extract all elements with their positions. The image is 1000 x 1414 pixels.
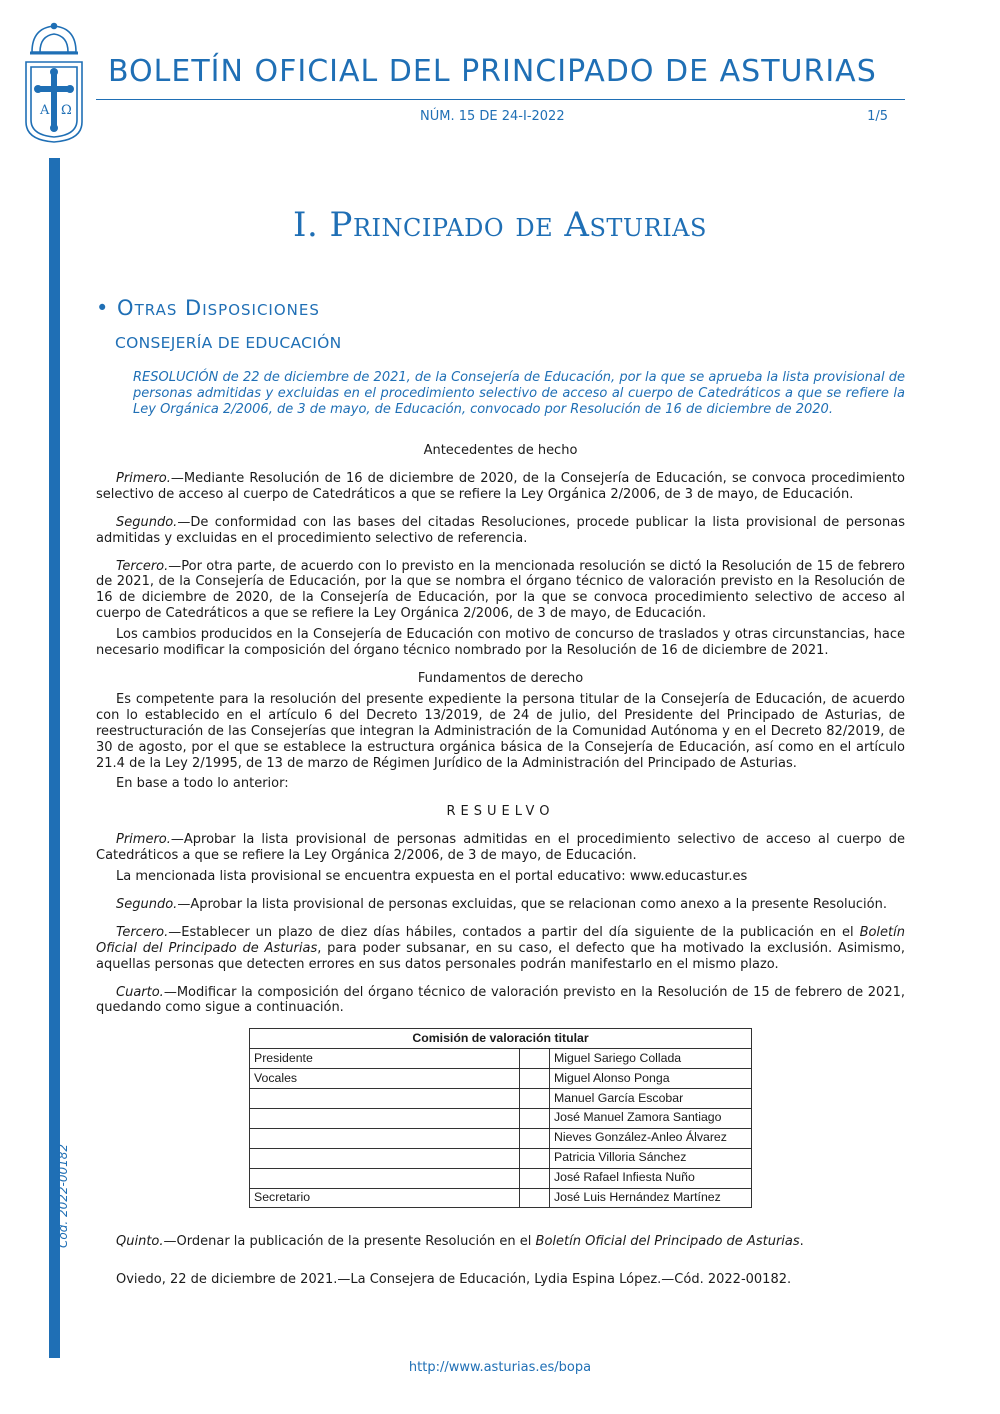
empty-cell	[520, 1128, 550, 1148]
resolution-segundo	[96, 897, 905, 913]
resuelvo-heading: RESUELVO	[446, 804, 555, 820]
table-row	[250, 1128, 752, 1148]
svg-text:Ω: Ω	[61, 103, 72, 118]
side-document-code: Cód. 2022-00182	[56, 1143, 70, 1248]
name-cell: José Manuel Zamora Santiago	[550, 1108, 752, 1128]
paragraph-portal: La mencionada lista provisional se encuentra expuesta en el portal educativo: www.educastur.es	[116, 869, 748, 885]
footer-url-link[interactable]: http://www.asturias.es/bopa	[408, 1360, 592, 1375]
section-title: I. Principado de Asturias	[293, 205, 707, 245]
svg-text:A: A	[40, 103, 50, 118]
role-cell	[250, 1108, 520, 1128]
empty-cell	[520, 1089, 550, 1109]
resolution-tercero	[96, 925, 905, 973]
resolution-quinto	[96, 1234, 905, 1250]
table-row	[250, 1168, 752, 1188]
name-cell: José Luis Hernández Martínez	[550, 1188, 752, 1208]
paragraph-label: Tercero.	[116, 924, 169, 940]
role-cell	[250, 1128, 520, 1148]
role-cell: Vocales	[250, 1069, 520, 1089]
paragraph-label: Primero.	[116, 470, 171, 486]
name-cell: Miguel Sariego Collada	[550, 1049, 752, 1069]
role-cell: Presidente	[250, 1049, 520, 1069]
table-row	[250, 1089, 752, 1109]
fundamentos-heading: Fundamentos de derecho	[417, 670, 584, 686]
role-cell	[250, 1089, 520, 1109]
paragraph-text: —Ordenar la publicación de la presente Resolución en el	[163, 1234, 536, 1250]
document-body	[96, 443, 905, 1288]
paragraph-label: Segundo.	[116, 896, 178, 912]
paragraph-text: —De conformidad con las bases del citadas Resoluciones, procede publicar la lista provisional de personas admitidas y excluidas en el procedimiento selectivo de referencia.	[96, 514, 905, 546]
paragraph-label: Tercero.	[116, 558, 169, 574]
page-number: 1/5	[867, 109, 888, 124]
paragraph-competencia: Es competente para la resolución del presente expediente la persona titular de la Consejería de Educación, de acuerdo con lo establecido en el artículo 6 del Decreto 13/2019, de 24 de julio, del Presidente del Principado de Asturias, de reestructuración de las Consejerías que integran la Administración de la Comunidad Autónoma y en el Decreto 82/2019, de 30 de agosto, por el que se establece la estructura orgánica básica de la Consejería de Educación, así como en el artículo 21.4 de la Ley 2/1995, de 13 de marzo de Régimen Jurídico de la Administración del Principado de Asturias.	[96, 691, 905, 771]
paragraph-label: Primero.	[116, 832, 171, 848]
paragraph-label: Quinto.	[116, 1234, 164, 1250]
paragraph-text: —Aprobar la lista provisional de personas admitidas en el procedimiento selectivo de acceso al cuerpo de Catedráticos a que se refiere la Ley Orgánica 2/2006, de 3 de mayo, de Educación.	[96, 832, 905, 864]
bulletin-name: Boletín Oficial del Principado de Asturias	[96, 924, 905, 956]
paragraph-en-base: En base a todo lo anterior:	[116, 776, 289, 792]
paragraph-text: —Modificar la composición del órgano técnico de valoración previsto en la Resolución de 15 de febrero de 2021, quedando como sigue a continuación.	[96, 984, 905, 1016]
table-header-row	[250, 1029, 752, 1049]
table-row	[250, 1069, 752, 1089]
paragraph-text: —Aprobar la lista provisional de personas excluidas, que se relacionan como anexo a la presente Resolución.	[177, 896, 887, 912]
asturias-coat-of-arms-icon	[22, 22, 86, 144]
empty-cell	[520, 1148, 550, 1168]
role-cell	[250, 1148, 520, 1168]
paragraph-text: .	[799, 1234, 804, 1250]
signature-line: Oviedo, 22 de diciembre de 2021.—La Consejera de Educación, Lydia Espina López.—Cód. 2022-00182.	[116, 1272, 792, 1288]
table-row	[250, 1148, 752, 1168]
subsection-title: • Otras Disposiciones	[96, 296, 320, 320]
paragraph-tercero	[96, 559, 905, 623]
resolution-cuarto	[96, 985, 905, 1017]
department-name: CONSEJERÍA DE EDUCACIÓN	[115, 334, 342, 352]
name-cell: Patricia Villoria Sánchez	[550, 1148, 752, 1168]
role-cell	[250, 1168, 520, 1188]
commission-table	[249, 1028, 752, 1208]
table-row	[250, 1108, 752, 1128]
empty-cell	[520, 1108, 550, 1128]
paragraph-text: , para poder subsanar, en su caso, el defecto que ha motivado la exclusión. Asimismo, aquellas personas que detecten errores en sus datos personales podrán manifestarlo en el mismo plazo.	[96, 940, 906, 972]
paragraph-label: Segundo.	[116, 514, 178, 530]
paragraph-text: —Por otra parte, de acuerdo con lo previsto en la mencionada resolución se dictó la Resolución de 15 de febrero de 2021, de la Consejería de Educación, por la que se nombra el órgano técnico de valoración previsto en la Resolución de 16 de diciembre de 2020, de la Consejería de Educación, por la que se convoca procedimiento selectivo de acceso al cuerpo de Catedráticos a que se refiere la Ley Orgánica 2/2006, de 3 de mayo, de Educación.	[96, 558, 905, 622]
name-cell: Miguel Alonso Ponga	[550, 1069, 752, 1089]
empty-cell	[520, 1188, 550, 1208]
empty-cell	[520, 1049, 550, 1069]
antecedentes-heading: Antecedentes de hecho	[423, 443, 578, 458]
name-cell: José Rafael Infiesta Nuño	[550, 1168, 752, 1188]
table-row	[250, 1188, 752, 1208]
paragraph-primero	[96, 471, 905, 503]
role-cell: Secretario	[250, 1188, 520, 1208]
table-row	[250, 1049, 752, 1069]
paragraph-segundo	[96, 515, 905, 547]
paragraph-text: —Mediante Resolución de 16 de diciembre de 2020, de la Consejería de Educación, se convoca procedimiento selectivo de acceso al cuerpo de Catedráticos a que se refiere la Ley Orgánica 2/2006, de 3 de mayo, de Educación.	[96, 470, 905, 502]
paragraph-text: —Establecer un plazo de diez días hábiles, contados a partir del día siguiente de la publicación en el	[168, 924, 860, 940]
paragraph-label: Cuarto.	[116, 984, 164, 1000]
empty-cell	[520, 1069, 550, 1089]
name-cell: Manuel García Escobar	[550, 1089, 752, 1109]
paragraph-cambios: Los cambios producidos en la Consejería de Educación con motivo de concurso de traslados y otras circunstancias, hace necesario modificar la composición del órgano técnico nombrado por la Resolución de 16 de diciembre de 2021.	[96, 627, 905, 659]
bulletin-title: BOLETÍN OFICIAL DEL PRINCIPADO DE ASTURIAS	[108, 54, 877, 89]
issue-number-date: NÚM. 15 DE 24-I-2022	[420, 109, 565, 124]
header-divider	[96, 99, 905, 100]
empty-cell	[520, 1168, 550, 1188]
resolution-primero	[96, 832, 905, 864]
table-header: Comisión de valoración titular	[250, 1029, 752, 1049]
resolution-title: RESOLUCIÓN de 22 de diciembre de 2021, de la Consejería de Educación, por la que se aprueba la lista provisional de personas admitidas y excluidas en el procedimiento selectivo de acceso al cuerpo de Catedráticos a que se refiere la Ley Orgánica 2/2006, de 3 de mayo, de Educación, convocado por Resolución de 16 de diciembre de 2020.	[133, 370, 905, 417]
name-cell: Nieves González-Anleo Álvarez	[550, 1128, 752, 1148]
bulletin-name: Boletín Oficial del Principado de Asturias	[535, 1234, 800, 1250]
